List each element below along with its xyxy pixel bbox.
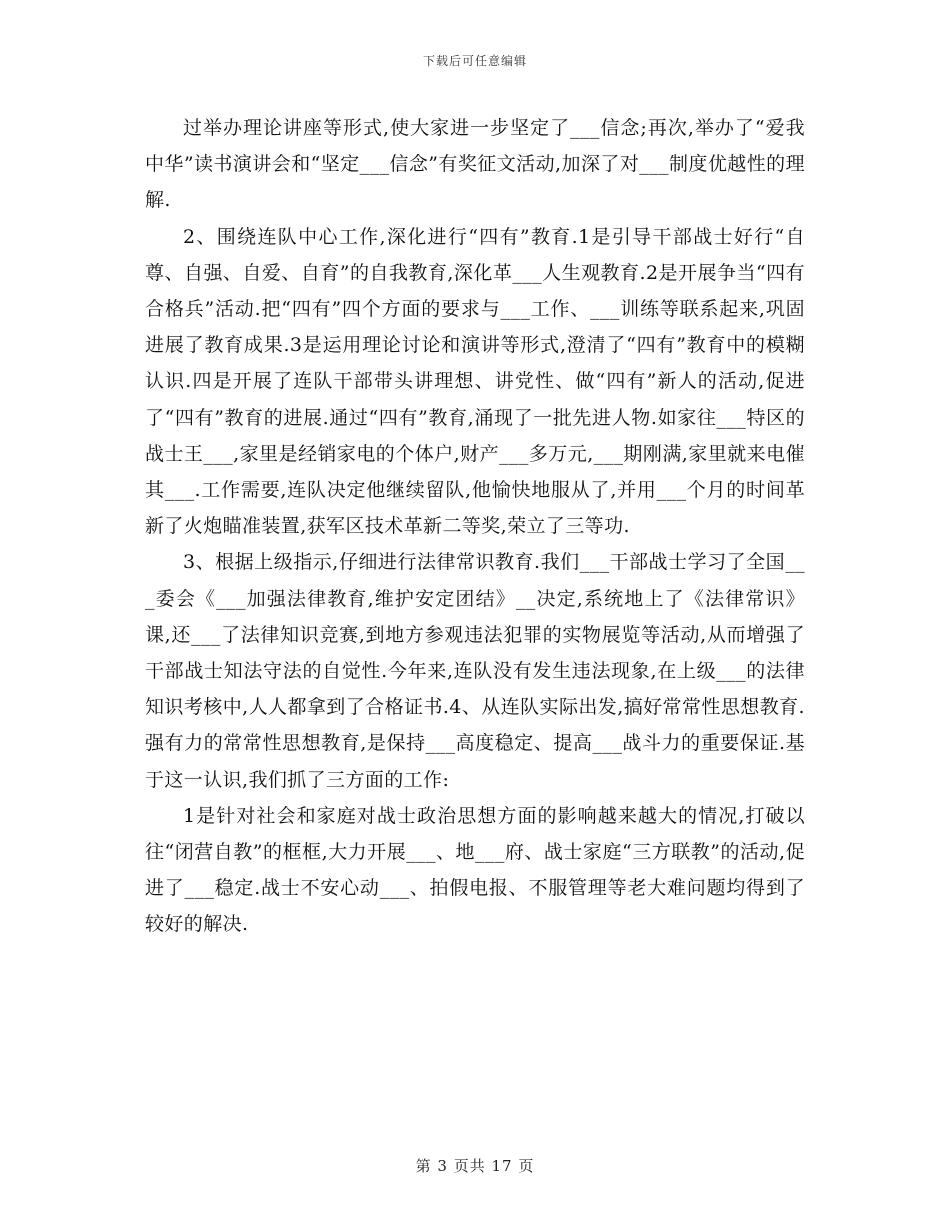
paragraph-2: 2、围绕连队中心工作,深化进行“四有”教育.1是引导干部战士好行“自尊、自强、自爱、自育”的自我教育,深化革___人生观教育.2是开展争当“四有合格兵”活动.把“四有”四个方面的要求与___工作、___训练等联系起来,巩固进展了教育成果.3是运用理论讨论和演讲等形式,澄清了“四有”教育中的模糊认识.四是开展了连队干部带头讲理想、讲党性、做“四有”新人的活动,促进了“四有”教育的进展.通过“四有”教育,涌现了一批先进人物.如家往___特区的战士王___,家里是经销家电的个体户,财产___多万元,___期刚满,家里就来电催其___.工作需要,连队决定他继续留队,他愉快地服从了,并用___个月的时间革新了火炮瞄准装置,获军区技术革新二等奖,荣立了三等功. [145, 225, 805, 538]
paragraph-4: 1是针对社会和家庭对战士政治思想方面的影响越来越大的情况,打破以往“闭营自教”的框框,大力开展___、地___府、战士家庭“三方联教”的活动,促进了___稳定.战士不安心动___、拍假电报、不服管理等老大难问题均得到了较好的解决. [145, 804, 805, 936]
page-number: 第 3 页共 17 页 [415, 1157, 535, 1175]
document-body [145, 110, 805, 943]
paragraph-3: 3、根据上级指示,仔细进行法律常识教育.我们___干部战士学习了全国___委会《___加强法律教育,维护安定团结》__决定,系统地上了《法律常识》课,还___了法律知识竞赛,到地方参观违法犯罪的实物展览等活动,从而增强了干部战士知法守法的自觉性.今年来,连队没有发生违法现象,在上级___的法律知识考核中,人人都拿到了合格证书.4、从连队实际出发,搞好常常性思想教育.强有力的常常性思想教育,是保持___高度稳定、提高___战斗力的重要保证.基于这一认识,我们抓了三方面的工作: [145, 551, 805, 791]
paragraph-1: 过举办理论讲座等形式,使大家进一步坚定了___信念;再次,举办了“爱我中华”读书演讲会和“坚定___信念”有奖征文活动,加深了对___制度优越性的理解. [145, 117, 805, 212]
page-header: 下载后可任意编辑 [422, 54, 527, 68]
